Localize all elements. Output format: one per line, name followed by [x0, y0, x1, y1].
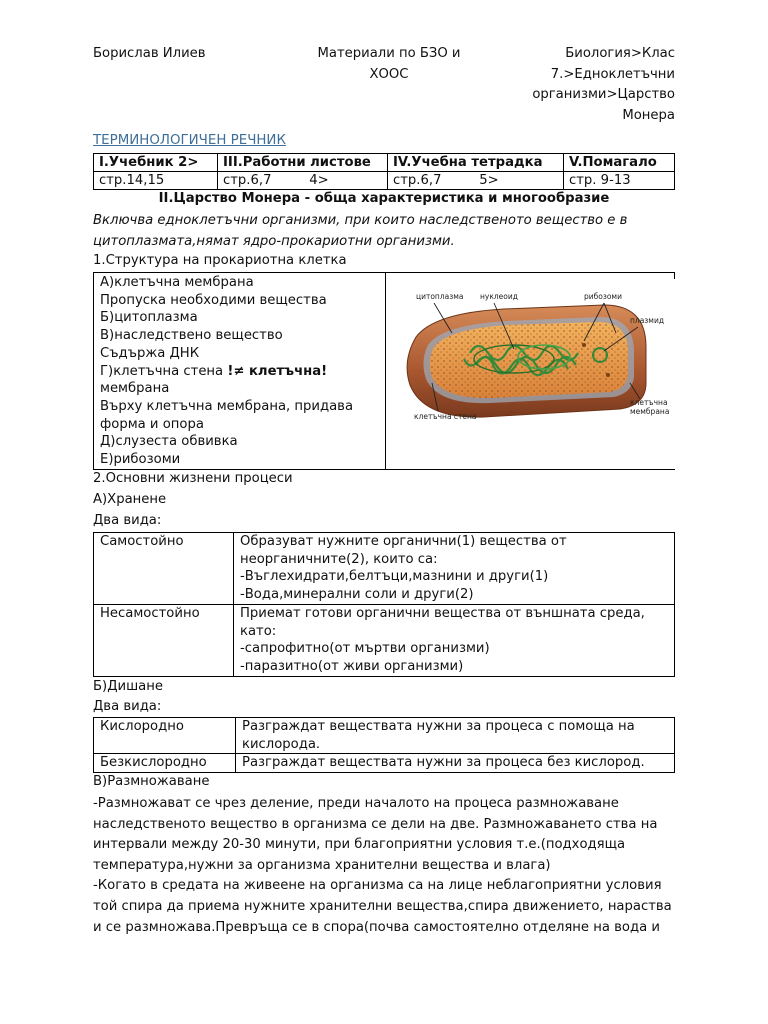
respiration-heading: Б)Дишане	[93, 679, 163, 694]
list-item: Пропуска необходими вещества	[100, 292, 327, 308]
list-item: Е)рибозоми	[100, 452, 181, 468]
table-row	[94, 533, 675, 605]
list-item: Г)клетъчна стена !≠ клетъчна!	[100, 363, 328, 379]
list-item: форма и опора	[100, 416, 204, 432]
sources-header-cell: V.Помагало	[564, 154, 675, 172]
terminology-link[interactable]: ТЕРМИНОЛОГИЧЕН РЕЧНИК	[93, 133, 286, 148]
nutrition-heading: А)Хранене	[93, 492, 167, 507]
reproduction-heading: В)Размножаване	[93, 774, 210, 789]
nutrition-type: Несамостойно	[94, 604, 234, 676]
list-item: мембрана	[100, 381, 170, 397]
label-nucleoid: нуклеоид	[480, 292, 518, 301]
structure-heading: 1.Структура на прокариотна клетка	[93, 253, 347, 268]
nutrition-desc: Образуват нужните органични(1) вещества от неорганичните(2), които са: -Въглехидрати,белтъци,мазнини и други(1) -Вода,минерални соли и други(2)	[234, 533, 675, 605]
processes-heading: 2.Основни жизнени процеси	[93, 471, 293, 486]
structure-list	[94, 273, 386, 469]
respiration-desc: Разграждат веществата нужни за процеса без кислород.	[236, 754, 675, 773]
table-row	[94, 754, 675, 773]
two-types-label: Два вида:	[93, 513, 162, 528]
label-membrane-1: клетъчна	[630, 398, 668, 407]
material-source: Материали по БЗО и ХООС	[317, 46, 461, 82]
table-row	[94, 718, 675, 754]
author-name: Борислав Илиев	[93, 46, 206, 61]
sources-value-cell: стр.6,7 5>	[388, 172, 564, 190]
sources-header-cell: IV.Учебна тетрадка	[388, 154, 564, 172]
sources-value-cell: стр.14,15	[94, 172, 218, 190]
breadcrumb: Биология>Клас 7.>Едноклетъчни организми>Царство Монера	[532, 46, 675, 123]
sources-table	[93, 153, 675, 190]
sources-header-cell: III.Работни листове	[218, 154, 388, 172]
list-item: Съдържа ДНК	[100, 345, 200, 361]
sources-value-cell: стр. 9-13	[564, 172, 675, 190]
list-item: Д)слузеста обвивка	[100, 434, 238, 450]
label-plasmid: плазмид	[630, 316, 664, 325]
reproduction-text: -Размножават се чрез деление, преди началото на процеса размножаване наследственото вещество в организма се дели на две. Размножаването ства на интервали между 20-30 минути, при благоприятни условия т.е.(подходяща температура,нужни за организма хранителни вещества и влага) -Когато в средата на живеене на организма са на лице неблагоприятни условия той спира да приема нужните хранителни вещества,спира движението, нараства и се размножава.Превръща се в спора(почва самостоятелно отделяне на вода и	[93, 796, 672, 935]
label-ribosomes: рибозоми	[584, 292, 622, 301]
intro-text: Включва едноклетъчни организми, при които наследственото вещество е в цитоплазмата,нямат ядро-прокариотни организми.	[93, 213, 628, 249]
respiration-table	[93, 717, 675, 773]
nutrition-type: Самостойно	[94, 533, 234, 605]
two-types-label: Два вида:	[93, 699, 162, 714]
nutrition-table	[93, 532, 675, 677]
label-cytoplasm: цитоплазма	[416, 292, 464, 301]
document-header	[93, 44, 675, 123]
list-item: А)клетъчна мембрана	[100, 275, 254, 290]
prokaryotic-cell-diagram	[394, 275, 676, 465]
list-item: В)наследствено вещество	[100, 328, 283, 344]
respiration-desc: Разграждат веществата нужни за процеса с помоща на кислорода.	[236, 718, 675, 754]
label-cell-wall: клетъчна стена	[414, 412, 477, 421]
respiration-type: Кислородно	[94, 718, 236, 754]
nutrition-desc: Приемат готови органични вещества от външната среда, като: -сапрофитно(от мъртви организми) -паразитно(от живи организми)	[234, 604, 675, 676]
sources-header-cell: I.Учебник 2>	[94, 154, 218, 172]
table-row	[94, 604, 675, 676]
respiration-type: Безкислородно	[94, 754, 236, 773]
structure-box	[93, 272, 675, 470]
section-title: II.Царство Монера - обща характеристика и многообразие	[158, 191, 610, 206]
list-item: Б)цитоплазма	[100, 310, 198, 326]
sources-value-cell: стр.6,7 4>	[218, 172, 388, 190]
label-membrane-2: мембрана	[630, 407, 670, 416]
list-item: Върху клетъчна мембрана, придава	[100, 398, 354, 414]
